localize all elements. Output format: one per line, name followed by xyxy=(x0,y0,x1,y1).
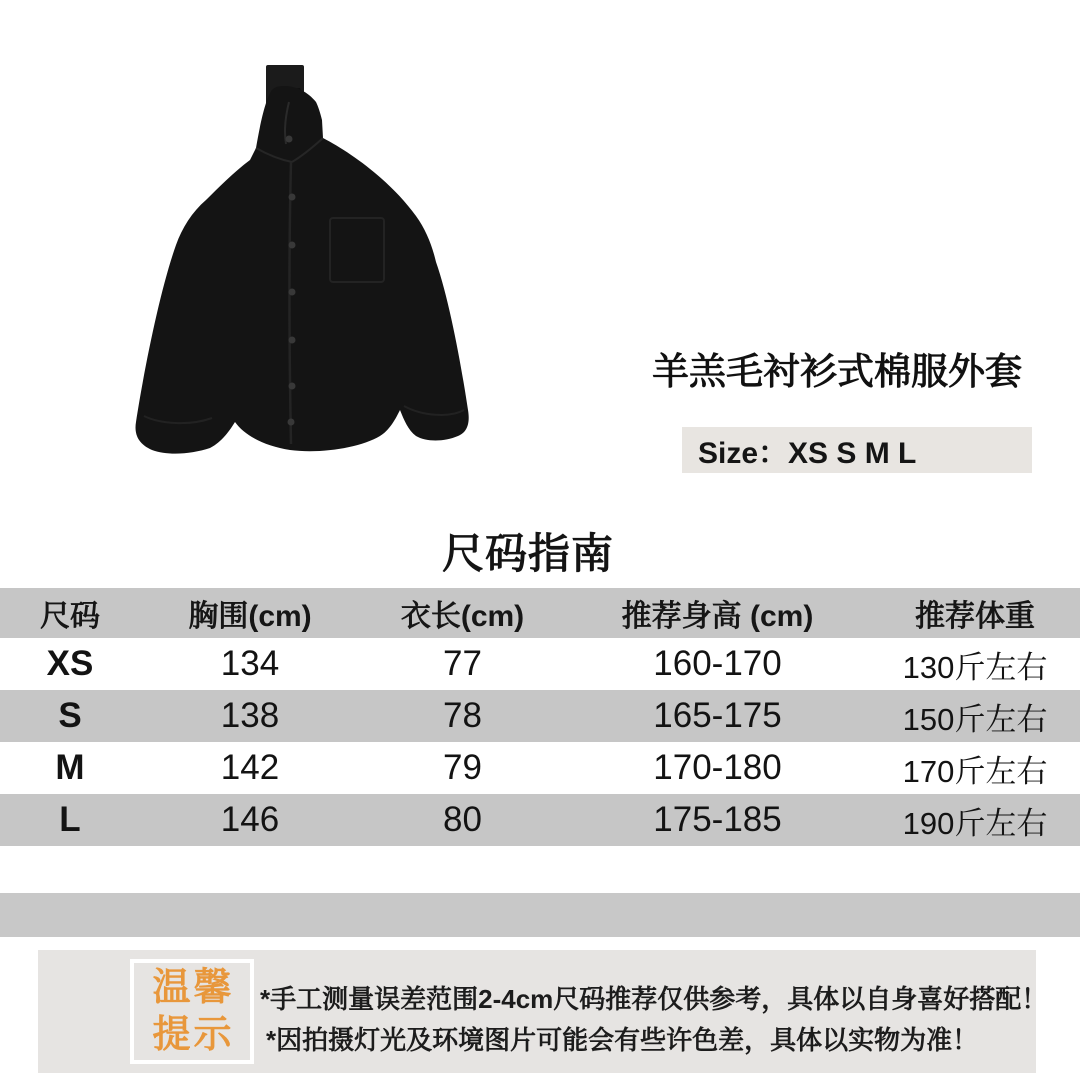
notice-line-measurement: *手工测量误差范围2-4cm尺码推荐仅供参考，具体以自身喜好搭配！ xyxy=(260,984,1048,1014)
cell-length: 79 xyxy=(443,748,482,787)
cell-length: 80 xyxy=(443,800,482,839)
notice-line-color: *因拍摄灯光及环境图片可能会有些许色差，具体以实物为准！ xyxy=(266,1025,979,1055)
cell-chest: 142 xyxy=(220,748,280,787)
column-header-length: 衣长(cm) xyxy=(400,600,525,633)
size-options-box xyxy=(682,427,1032,473)
cell-size: M xyxy=(55,748,85,787)
column-header-size: 尺码 xyxy=(40,600,100,633)
size-table-header-row xyxy=(0,588,1080,638)
warm-tips-badge-line: 温馨 xyxy=(152,966,235,1009)
jacket-silhouette xyxy=(136,86,469,454)
table-row-m xyxy=(0,742,1080,794)
cell-size: L xyxy=(59,800,81,839)
size-table xyxy=(0,588,1080,846)
cell-length: 78 xyxy=(443,696,482,735)
column-header-chest: 胸围(cm) xyxy=(188,600,312,633)
cell-height: 165-175 xyxy=(653,696,782,735)
cell-length: 77 xyxy=(443,644,482,683)
table-row-l xyxy=(0,794,1080,846)
cell-weight: 170斤左右 xyxy=(902,753,1048,789)
cell-chest: 138 xyxy=(220,696,280,735)
cell-chest: 134 xyxy=(220,644,280,683)
notice-panel xyxy=(38,950,1048,1073)
cell-weight: 130斤左右 xyxy=(902,649,1048,685)
cell-weight: 190斤左右 xyxy=(902,805,1048,841)
cell-height: 170-180 xyxy=(653,748,782,787)
product-photo xyxy=(60,40,540,520)
cell-height: 175-185 xyxy=(653,800,782,839)
notice-text xyxy=(260,983,1048,1065)
cell-size: S xyxy=(58,696,82,735)
size-options-label: Size：XS S M L xyxy=(698,437,917,470)
size-guide-heading: 尺码指南 xyxy=(442,530,615,577)
product-title: 羊羔毛衬衫式棉服外套 xyxy=(652,351,1022,392)
table-row-xs xyxy=(0,638,1080,690)
cell-height: 160-170 xyxy=(653,644,782,683)
table-row-s xyxy=(0,690,1080,742)
decorative-stripe xyxy=(0,893,1080,937)
warm-tips-badge xyxy=(130,959,254,1064)
warm-tips-badge-line: 提示 xyxy=(152,1013,235,1056)
cell-weight: 150斤左右 xyxy=(902,701,1048,737)
column-header-height: 推荐身高 (cm) xyxy=(621,600,814,633)
cell-size: XS xyxy=(46,644,94,683)
column-header-weight: 推荐体重 xyxy=(915,600,1035,633)
jacket-photo-graphic xyxy=(60,40,540,520)
cell-chest: 146 xyxy=(220,800,280,839)
